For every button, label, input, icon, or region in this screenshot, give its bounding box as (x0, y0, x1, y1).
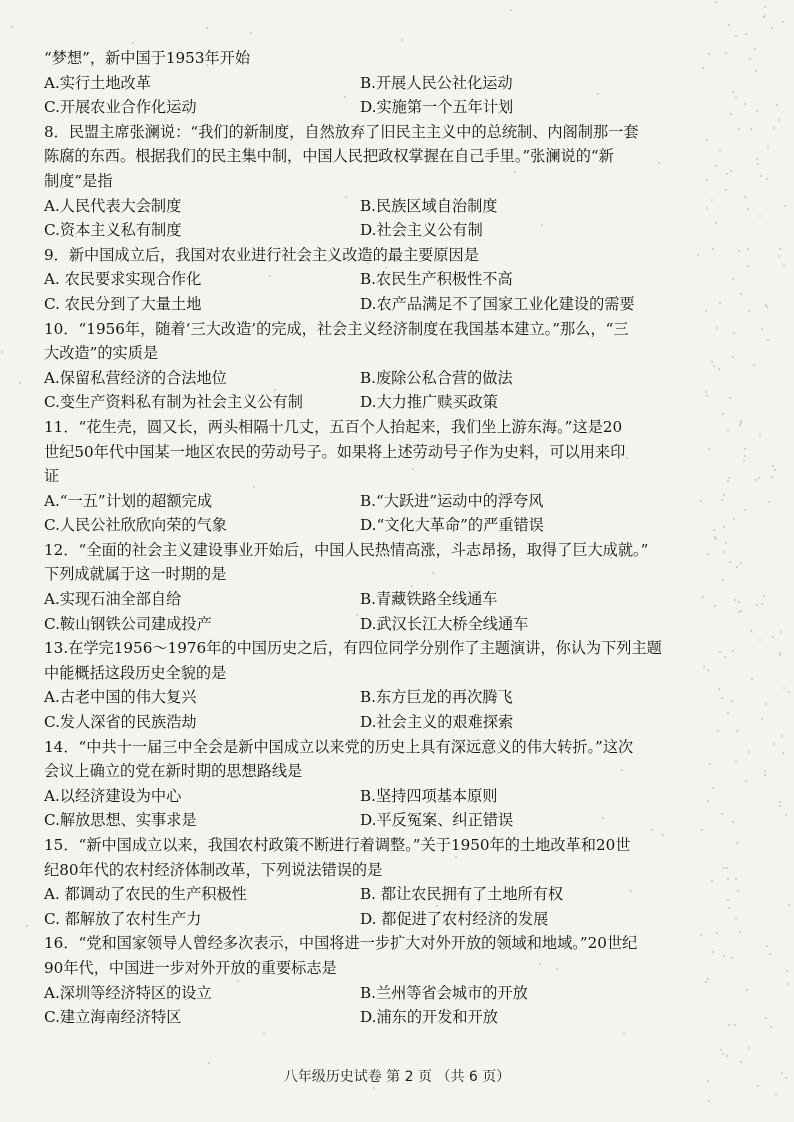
q8-option-b[interactable]: B.民族区域自治制度 (360, 196, 498, 215)
scan-speck (766, 178, 768, 180)
q8-option-a[interactable]: A.人民代表大会制度 (44, 196, 182, 215)
scan-speck (784, 205, 786, 207)
scan-speck (735, 878, 737, 880)
q11-options-row-2 (44, 513, 734, 538)
q11-option-d[interactable]: D.“文化大革命”的严重错误 (360, 516, 544, 535)
q7-option-b[interactable]: B.开展人民公社化运动 (360, 73, 513, 92)
scan-speck (348, 258, 350, 260)
scan-speck (747, 248, 749, 250)
question-8-stem: 8．民盟主席张澜说：“我们的新制度，自然放弃了旧民主主义中的总统制、内阁制那一套 (44, 122, 639, 141)
scan-speck (715, 1, 717, 3)
scan-speck (744, 509, 746, 511)
scan-speck (623, 1033, 625, 1035)
scan-speck (750, 630, 752, 632)
question-15-stem-line-2: 纪80年代的农村经济体制改革，下列说法错误的是 (44, 860, 383, 879)
scan-speck (717, 730, 719, 732)
q14-options-row-1 (44, 784, 734, 809)
question-16-stem-line-2: 90年代，中国进一步对外开放的重要标志是 (44, 958, 337, 977)
scan-speck (748, 1047, 750, 1049)
scan-speck (662, 834, 664, 836)
q9-option-c[interactable]: C. 农民分到了大量土地 (44, 294, 202, 313)
scan-speck (208, 1062, 210, 1064)
scan-speck (725, 52, 727, 54)
question-7-stem-end: “梦想”，新中国于1953年开始 (44, 49, 251, 67)
q11-option-c[interactable]: C.人民公社欣欣向荣的气象 (44, 516, 227, 535)
scan-speck (75, 353, 77, 355)
scan-speck (740, 420, 742, 422)
scan-speck (621, 769, 623, 771)
scan-speck (714, 605, 716, 607)
q11-option-b[interactable]: B.“大跃进”运动中的浮夸风 (360, 491, 544, 510)
scan-speck (781, 735, 783, 737)
q14-option-d[interactable]: D.平反冤案、纠正错误 (360, 811, 514, 830)
scan-speck (766, 945, 768, 947)
q16-option-a[interactable]: A.深圳等经济特区的设立 (44, 983, 212, 1002)
scan-speck (726, 867, 728, 869)
q16-option-c[interactable]: C.建立海南经济特区 (44, 1008, 182, 1027)
q12-option-a[interactable]: A.实现石油全部自给 (44, 590, 182, 609)
scan-speck (735, 97, 737, 99)
scan-speck (744, 196, 746, 198)
q9-option-a[interactable]: A. 农民要求实现合作化 (44, 270, 202, 289)
scan-speck (707, 1080, 709, 1082)
q9-option-b[interactable]: B.农民生产积极性不高 (360, 270, 513, 289)
scan-speck (707, 978, 709, 980)
scan-speck (705, 391, 707, 393)
scan-speck (753, 364, 755, 366)
scan-speck (779, 248, 781, 250)
scan-speck (658, 162, 660, 164)
q16-option-d[interactable]: D.浦东的开发和开放 (360, 1008, 498, 1027)
q15-option-a[interactable]: A. 都调动了农民的生产积极性 (44, 885, 247, 904)
q12-options-row-1 (44, 587, 734, 612)
scan-speck (721, 813, 723, 815)
q16-options-row-2 (44, 1005, 734, 1030)
q7-option-a[interactable]: A.实行土地改革 (44, 73, 151, 92)
scan-speck (728, 907, 730, 909)
question-10-stem-line-2: 大改造”的实质是 (44, 344, 159, 363)
scan-speck (718, 368, 720, 370)
scan-speck (778, 119, 780, 121)
scan-speck (719, 302, 721, 304)
scan-speck (436, 905, 438, 907)
scan-speck (455, 856, 457, 858)
scan-speck (738, 250, 740, 252)
q13-options-row-2 (44, 710, 734, 735)
scan-speck (731, 957, 733, 959)
scan-speck (345, 196, 347, 198)
scan-speck (779, 652, 781, 654)
scan-speck (139, 138, 141, 140)
scan-speck (725, 542, 727, 544)
scan-speck (701, 829, 703, 831)
question-11-stem: 11．“花生壳，圆又长，两头相隔十几丈，五百个人抬起来，我们坐上游东海。”这是20 (44, 417, 623, 436)
scan-speck (769, 953, 771, 955)
q10-option-a[interactable]: A.保留私营经济的合法地位 (44, 368, 227, 387)
scan-speck (723, 867, 725, 869)
scan-speck (132, 42, 134, 44)
scan-speck (734, 1024, 736, 1026)
q9-options-row-2 (44, 292, 734, 317)
q15-option-b[interactable]: B. 都让农民拥有了土地所有权 (360, 885, 564, 904)
question-9-stem: 9．新中国成立后，我国对农业进行社会主义改造的最主要原因是 (44, 245, 479, 264)
scan-speck (740, 610, 742, 612)
q11-options-row-1 (44, 489, 734, 514)
q7-options-row-2 (44, 95, 734, 120)
q13-option-c[interactable]: C.发人深省的民族浩劫 (44, 713, 197, 732)
scan-speck (715, 165, 717, 167)
scan-speck (721, 697, 723, 699)
q14-option-b[interactable]: B.坚持四项基本原则 (360, 786, 498, 805)
scan-speck (105, 133, 107, 135)
question-12-stem-line-2: 下列成就属于这一时期的是 (44, 565, 227, 584)
scan-speck (373, 1087, 375, 1089)
scan-speck (539, 963, 541, 965)
scan-speck (766, 306, 768, 308)
scan-speck (772, 465, 774, 467)
scan-speck (344, 96, 346, 98)
q15-options-row-2 (44, 907, 734, 932)
scan-speck (727, 899, 729, 901)
scan-speck (218, 737, 220, 739)
scan-speck (745, 33, 747, 35)
scan-speck (708, 1100, 710, 1102)
q7-option-d[interactable]: D.实施第一个五年计划 (360, 98, 514, 117)
q16-options-row-1 (44, 981, 734, 1006)
scan-speck (727, 878, 729, 880)
question-16-stem: 16．“党和国家领导人曾经多次表示，中国将进一步扩大对外开放的领域和地域。”20世纪 (44, 934, 638, 953)
scan-speck (706, 207, 708, 209)
q8-option-c[interactable]: C.资本主义私有制度 (44, 221, 182, 240)
scan-speck (730, 113, 732, 115)
scan-speck (465, 159, 467, 161)
scan-speck (731, 700, 733, 702)
scan-speck (754, 48, 756, 50)
scan-speck (706, 395, 708, 397)
scan-speck (722, 1053, 724, 1055)
scan-speck (385, 267, 387, 269)
scan-speck (169, 162, 171, 164)
q14-option-c[interactable]: C.解放思想、实事求是 (44, 811, 197, 830)
scan-speck (552, 307, 554, 309)
question-8-stem-line-3: 制度”是指 (44, 171, 113, 190)
scan-speck (727, 429, 729, 431)
scan-speck (706, 139, 708, 141)
question-14-stem-line-2: 会议上确立的党在新时期的思想路线是 (44, 762, 303, 781)
q12-option-c[interactable]: C.鞍山钢铁公司建成投产 (44, 614, 212, 633)
scan-speck (764, 6, 766, 8)
question-12-stem: 12．“全面的社会主义建设事业开始后，中国人民热情高涨，斗志昂扬，取得了巨大成就。” (44, 540, 649, 559)
scan-speck (747, 265, 749, 267)
q16-option-b[interactable]: B.兰州等省会城市的开放 (360, 983, 528, 1002)
scan-speck (775, 1093, 777, 1095)
scan-speck (732, 91, 734, 93)
scan-speck (738, 128, 740, 130)
scan-speck (723, 494, 725, 496)
question-13-stem-line-2: 中能概括这段历史全貌的是 (44, 663, 227, 682)
question-10-stem: 10．“1956年，随着‘三大改造’的完成，社会主义经济制度在我国基本建立。”那么，“三 (44, 319, 629, 338)
scan-speck (745, 780, 747, 782)
question-11-stem-line-2: 世纪50年代中国某一地区农民的劳动号子。如果将上述劳动号子作为史料，可以用来印 (44, 442, 626, 461)
q7-options-row-1 (44, 71, 734, 96)
scan-speck (764, 770, 766, 772)
scan-speck (712, 787, 714, 789)
question-8-stem-line-2: 陈腐的东西。根据我们的民主集中制，中国人民把政权掌握在自己手里。”张澜说的“新 (44, 147, 614, 166)
scan-speck (11, 26, 13, 28)
scan-speck (774, 469, 776, 471)
scan-speck (708, 53, 710, 55)
q10-option-b[interactable]: B.废除公私合营的做法 (360, 368, 513, 387)
question-15-stem: 15．“新中国成立以来，我国农村政策不断进行着调整。”关于1950年的土地改革和20世 (44, 836, 631, 854)
scan-speck (514, 171, 516, 173)
q15-option-c[interactable]: C. 都解放了农村生产力 (44, 909, 202, 928)
scan-speck (711, 199, 713, 201)
scan-speck (765, 1017, 767, 1019)
q10-options-row-2 (44, 390, 734, 415)
question-13-stem: 13.在学完1956～1976年的中国历史之后，有四位同学分别作了主题演讲，你认为下列主题 (44, 639, 662, 658)
q10-option-c[interactable]: C.变生产资料私有制为社会主义公有制 (44, 393, 303, 412)
q14-option-a[interactable]: A.以经济建设为中心 (44, 786, 182, 805)
scan-speck (712, 951, 714, 953)
scan-speck (237, 980, 239, 982)
q9-option-d[interactable]: D.农产品满足不了国家工业化建设的需要 (360, 294, 635, 313)
scan-speck (65, 917, 67, 919)
q15-options-row-1 (44, 882, 734, 907)
q11-option-a[interactable]: A.“一五”计划的超额完成 (44, 491, 213, 510)
scan-speck (131, 207, 133, 209)
scan-speck (758, 477, 760, 479)
scan-speck (729, 397, 731, 399)
scan-speck (412, 468, 414, 470)
q12-option-d[interactable]: D.武汉长江大桥全线通车 (360, 614, 529, 633)
question-14-stem: 14．“中共十一届三中全会是新中国成立以来党的历史上具有深远意义的伟大转折。”这次 (44, 737, 634, 756)
q12-options-row-2 (44, 612, 734, 637)
scan-speck (541, 224, 543, 226)
scan-speck (757, 163, 759, 165)
q8-options-row-2 (44, 218, 734, 243)
scan-speck (715, 538, 717, 540)
scan-speck (740, 1061, 742, 1063)
scan-speck (779, 805, 781, 807)
q8-options-row-1 (44, 194, 734, 219)
q7-option-c[interactable]: C.开展农业合作化运动 (44, 98, 197, 117)
question-11-stem-line-3: 证 (44, 467, 60, 486)
scan-speck (269, 275, 271, 277)
scan-speck (708, 448, 710, 450)
scan-speck (723, 955, 725, 957)
q10-option-d[interactable]: D.大力推广赎买政策 (360, 393, 498, 412)
scan-speck (740, 562, 742, 564)
scan-speck (747, 208, 749, 210)
q8-option-d[interactable]: D.社会主义公有制 (360, 221, 483, 240)
q15-option-d[interactable]: D. 都促进了农村经济的发展 (360, 909, 549, 928)
q13-options-row-1 (44, 685, 734, 710)
scan-speck (767, 339, 769, 341)
scan-speck (459, 1071, 461, 1073)
scan-speck (771, 476, 773, 478)
q9-options-row-1 (44, 267, 734, 292)
scan-speck (274, 325, 276, 327)
scan-speck (772, 636, 774, 638)
q12-option-b[interactable]: B.青藏铁路全线通车 (360, 590, 498, 609)
scan-speck (740, 293, 742, 295)
q13-option-a[interactable]: A.古老中国的伟大复兴 (44, 688, 197, 707)
scan-speck (719, 149, 721, 151)
q14-options-row-2 (44, 808, 734, 833)
scan-speck (250, 32, 252, 34)
q10-options-row-1 (44, 366, 734, 391)
q13-option-b[interactable]: B.东方巨龙的再次腾飞 (360, 688, 513, 707)
scan-speck (497, 1074, 499, 1076)
scan-speck (266, 431, 268, 433)
scan-speck (788, 904, 790, 906)
scan-speck (785, 1077, 787, 1079)
scan-speck (732, 356, 734, 358)
q13-option-d[interactable]: D.社会主义的艰难探索 (360, 713, 514, 732)
page-footer: 八年级历史试卷 第 2 页 （共 6 页） (283, 1069, 511, 1085)
